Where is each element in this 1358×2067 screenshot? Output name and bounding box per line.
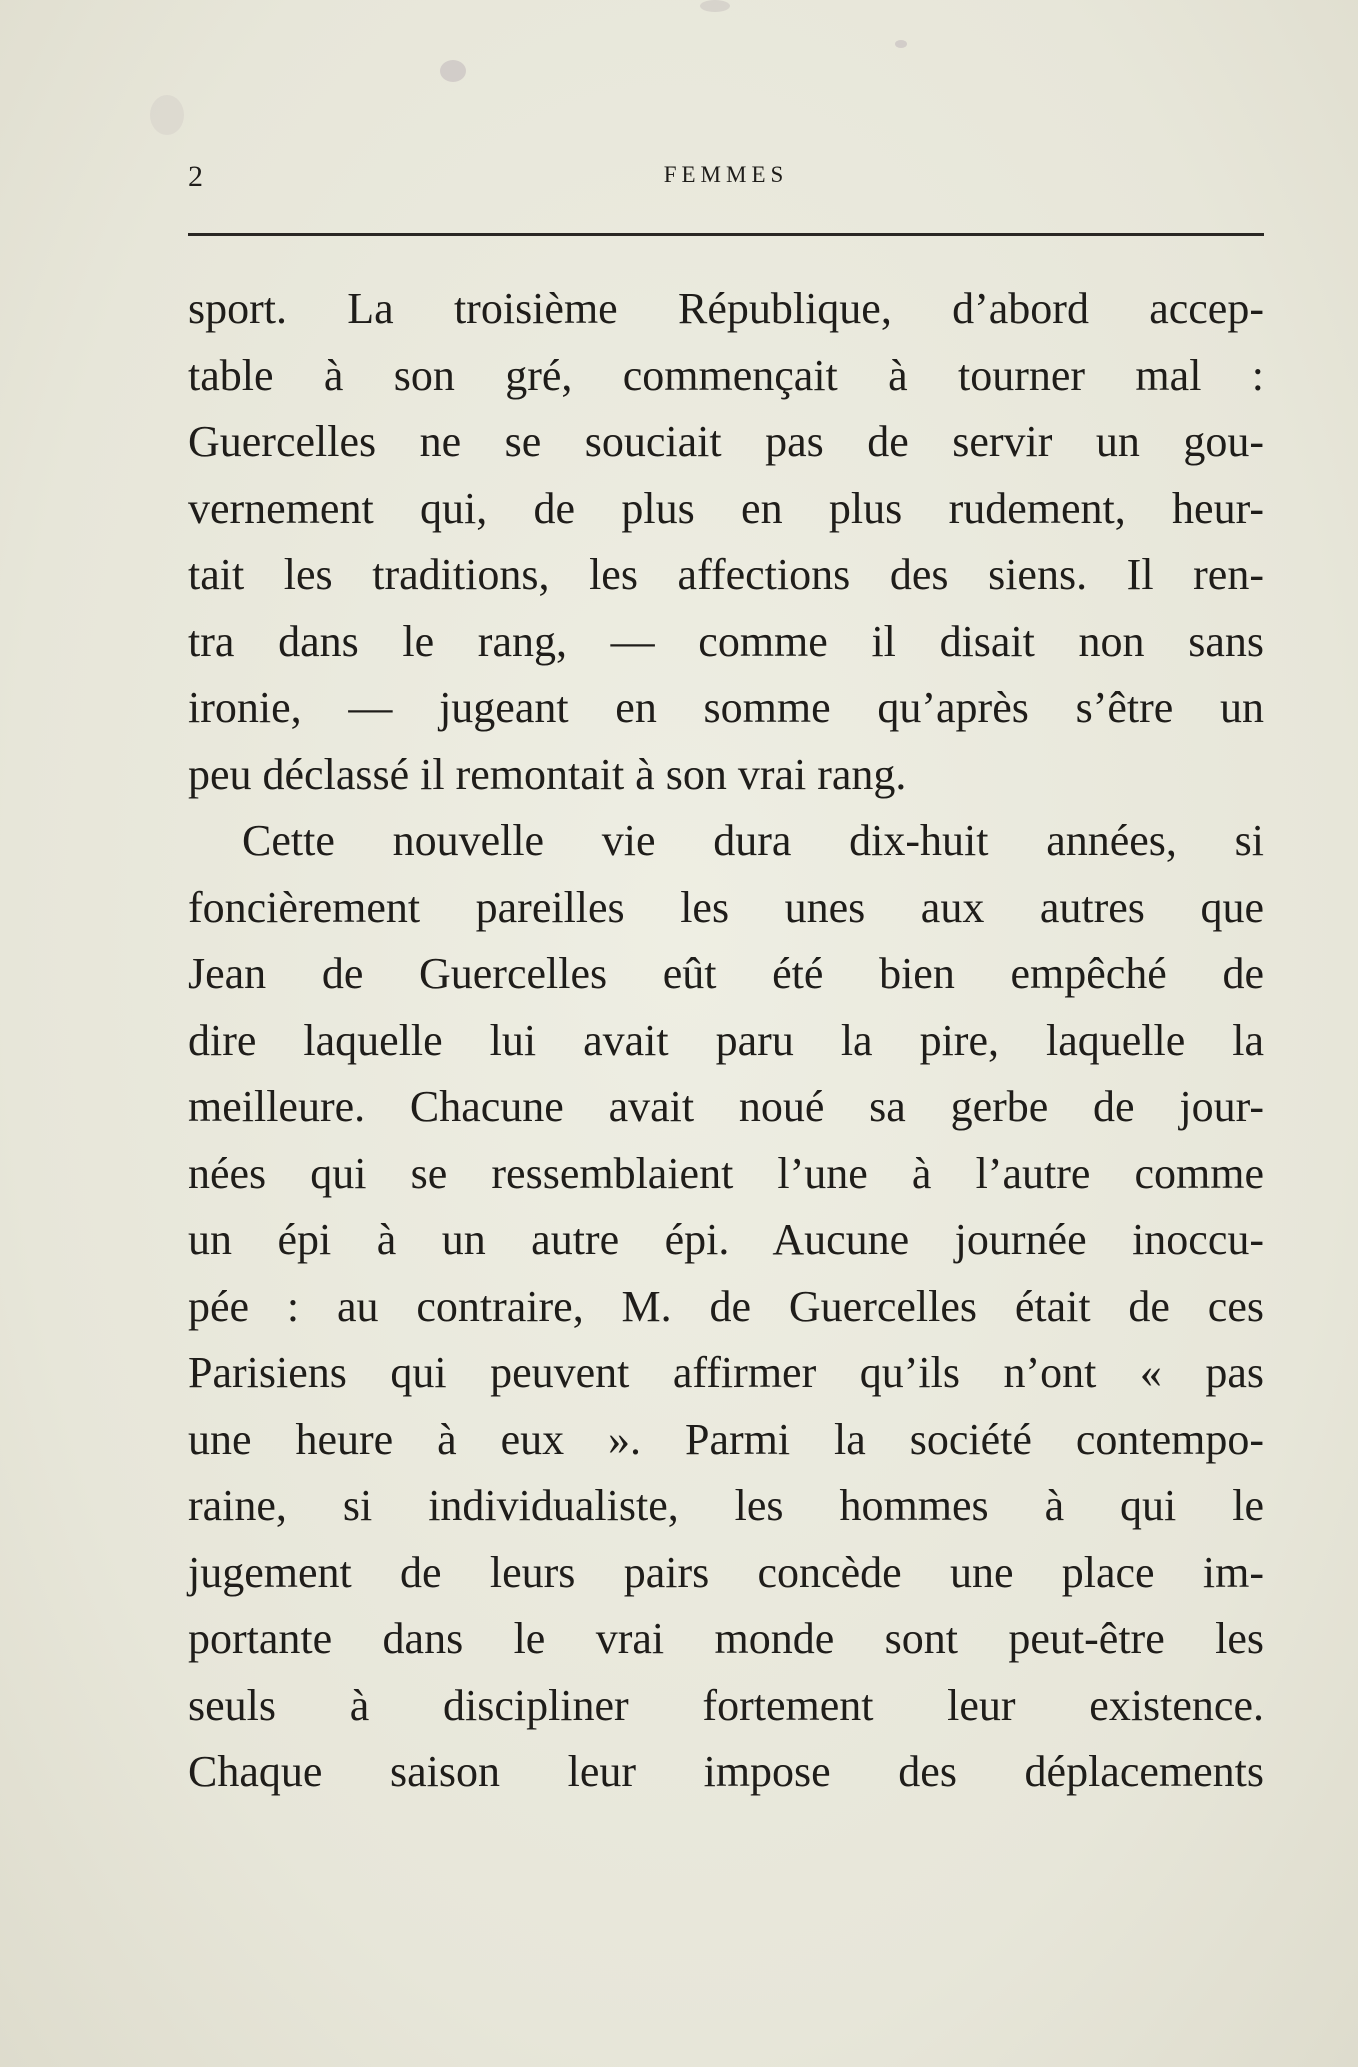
- text-line: vernement qui, de plus en plus rudement, heur-: [188, 483, 1264, 533]
- body-text: [188, 276, 1264, 1806]
- page-header: [188, 160, 1264, 200]
- paper-stain: [895, 40, 907, 48]
- page-number: 2: [188, 160, 204, 193]
- text-line: une heure à eux ». Parmi la société contempo-: [188, 1414, 1264, 1464]
- text-line: ironie, — jugeant en somme qu’après s’être un: [188, 683, 1264, 732]
- text-line: peu déclassé il remontait à son vrai rang.: [188, 749, 907, 799]
- text-line: table à son gré, commençait à tourner mal :: [188, 350, 1264, 400]
- running-title: FEMMES: [663, 162, 789, 187]
- text-line: Cette nouvelle vie dura dix-huit années, si: [242, 816, 1264, 865]
- text-line: Guercelles ne se souciait pas de servir un gou-: [188, 417, 1264, 466]
- text-line: Jean de Guercelles eût été bien empêché de: [188, 949, 1264, 998]
- text-line: pée : au contraire, M. de Guercelles était de ces: [188, 1281, 1264, 1331]
- paper-stain: [150, 95, 184, 135]
- text-line: seuls à discipliner fortement leur existence.: [188, 1680, 1264, 1730]
- text-line: Parisiens qui peuvent affirmer qu’ils n’ont « pas: [188, 1348, 1264, 1397]
- text-line: un épi à un autre épi. Aucune journée inoccu-: [188, 1215, 1264, 1264]
- text-line: raine, si individualiste, les hommes à qui le: [188, 1481, 1264, 1530]
- text-line: sport. La troisième République, d’abord accep-: [188, 284, 1264, 333]
- text-line: tra dans le rang, — comme il disait non sans: [188, 616, 1264, 666]
- text-line: meilleure. Chacune avait noué sa gerbe de jour-: [188, 1082, 1264, 1131]
- text-line: Chaque saison leur impose des déplacements: [188, 1747, 1264, 1796]
- text-line: jugement de leurs pairs concède une place im-: [188, 1547, 1264, 1597]
- text-line: nées qui se ressemblaient l’une à l’autre comme: [188, 1148, 1264, 1198]
- text-line: tait les traditions, les affections des siens. Il ren-: [188, 550, 1264, 599]
- paper-stain: [440, 60, 466, 82]
- text-line: foncièrement pareilles les unes aux autres que: [188, 882, 1264, 932]
- paper-stain: [700, 0, 730, 12]
- text-line: dire laquelle lui avait paru la pire, laquelle la: [188, 1015, 1264, 1065]
- text-line: portante dans le vrai monde sont peut-être les: [188, 1614, 1264, 1663]
- header-rule: [188, 233, 1264, 236]
